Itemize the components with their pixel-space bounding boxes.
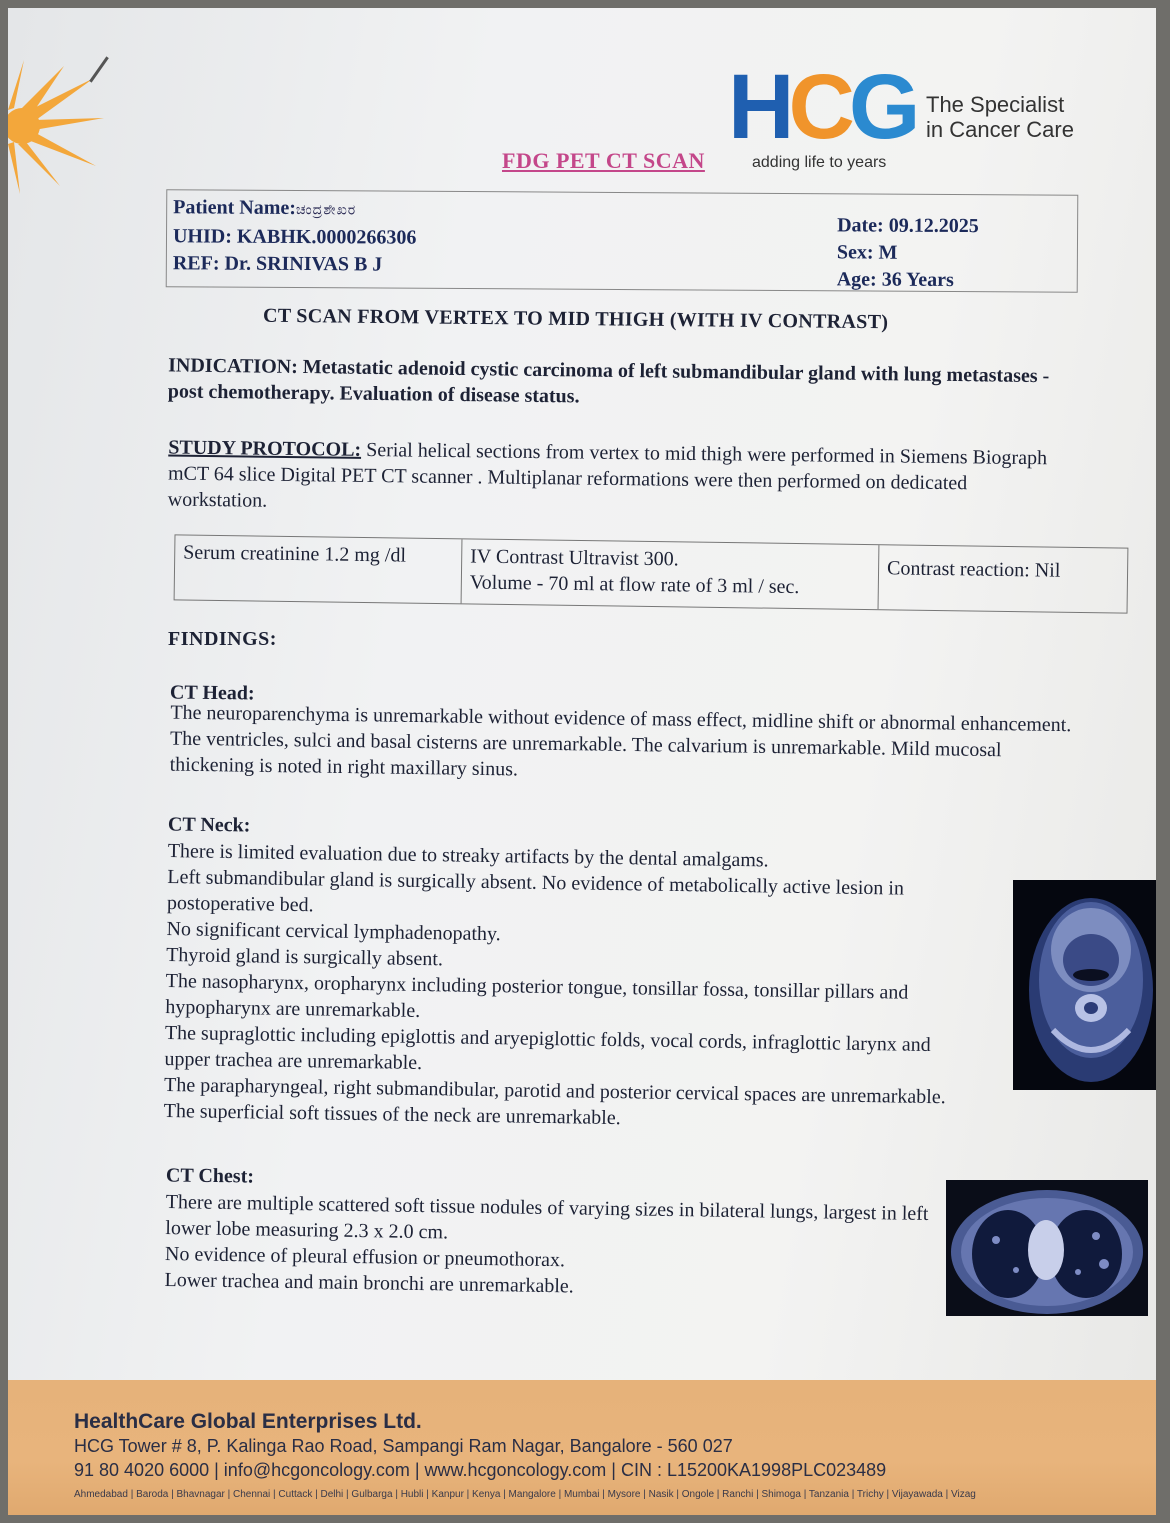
patient-name-row [173,194,417,224]
protocol-text: Serial helical sections from vertex to mid thigh were performed in Siemens Biograph mCT 64 slice Digital PET CT scanner . Multiplanar reformations were then performed on dedicated workstation. [167,438,1048,512]
contrast-volume: Volume - 70 ml at flow rate of 3 ml / sec. [469,571,800,599]
neck-finding: The superficial soft tissues of the neck are unremarkable. [163,1099,621,1130]
report-type-title: FDG PET CT SCAN [502,148,705,173]
referring-doctor: REF: Dr. SRINIVAS B J [172,252,383,276]
ct-neck-findings [164,838,1088,1138]
patient-age: Age: 36 Years [836,268,954,292]
chest-finding: There are multiple scattered soft tissue nodules of varying sizes in bilateral lungs, largest in left lower lobe measuring 2.3 x 2.0 cm. [165,1190,929,1244]
chest-finding: Lower trachea and main bronchi are unremarkable. [164,1268,574,1298]
chest-finding: No evidence of pleural effusion or pneumothorax. [164,1242,566,1272]
hcg-logo [728,56,915,158]
ct-neck-heading: CT Neck: [167,813,251,837]
protocol-label: STUDY PROTOCOL: [168,436,362,461]
report-page [8,8,1156,1515]
neck-finding: The supraglottic including epiglottis and aryepiglottic folds, vocal cords, infraglottic larynx and upper trachea are unremarkable. [164,1021,931,1075]
ct-chest-findings [164,1189,946,1305]
footer-band [8,1380,1156,1515]
contrast-agent-cell [462,539,880,609]
sun-logo-icon [8,48,128,198]
uhid: UHID: KABHK.0000266306 [172,225,417,249]
neck-ct-image [1013,880,1156,1090]
patient-name-value: ಚಂದ್ರಶೇಖರ [295,202,357,219]
neck-finding: No significant cervical lymphadenopathy. [166,917,501,946]
findings-heading: FINDINGS: [168,628,277,650]
contrast-reaction-cell: Contrast reaction: Nil [886,557,1061,582]
patient-details-left [173,194,417,278]
slogan: adding life to years [752,154,887,171]
logo-wordmark: H C G [728,56,915,158]
ct-head-text: The neuroparenchyma is unremarkable without evidence of mass effect, midline shift or abnormal enhancement. The ventricles, sulci and basal cisterns are unremarkable. The calvarium is unremarkable. Mild mucosal thickening is noted in right maxillary sinus. [169,701,1072,781]
ct-head-heading: CT Head: [169,681,255,705]
neck-finding: Thyroid gland is surgically absent. [165,943,444,971]
contrast-table [174,534,1129,613]
chest-ct-image [946,1180,1148,1316]
indication: INDICATION: Metastatic adenoid cystic carcinoma of left submandibular gland with lung metastases - post chemotherapy. Evaluation of disease status. [167,354,1050,408]
tagline-line-1: The Specialist [926,92,1065,117]
ct-chest-heading: CT Chest: [165,1164,255,1188]
patient-details-right [837,212,979,294]
patient-info-box [166,189,1079,293]
company-contact: 91 80 4020 6000 | info@hcgoncology.com | www.hcgoncology.com | CIN : L15200KA1998PLC023489 [74,1460,887,1480]
logo-tagline [926,92,1074,142]
neck-finding: There is limited evaluation due to streaky artifacts by the dental amalgams. [167,839,769,872]
report-date: Date: 09.12.2025 [837,214,979,238]
neck-finding: The parapharyngeal, right submandibular, parotid and posterior cervical spaces are unremarkable. [163,1073,946,1109]
study-protocol [168,435,1064,524]
creatinine-cell: Serum creatinine 1.2 mg /dl [175,535,463,603]
neck-finding: Left submandibular gland is surgically absent. No evidence of metabolically active lesion in postoperative bed. [166,865,905,917]
neck-finding: The nasopharynx, oropharynx including posterior tongue, tonsillar fossa, tonsillar pillars and hypopharynx are unremarkable. [165,969,909,1022]
study-title: CT SCAN FROM VERTEX TO MID THIGH (WITH IV CONTRAST) [262,304,889,334]
company-address: HCG Tower # 8, P. Kalinga Rao Road, Sampangi Ram Nagar, Bangalore - 560 027 [74,1436,733,1456]
patient-name-label: Patient Name: [173,196,296,220]
contrast-agent: IV Contrast Ultravist 300. [470,545,679,571]
branch-cities: Ahmedabad | Baroda | Bhavnagar | Chennai | Cuttack | Delhi | Gulbarga | Hubli | Kanpur | Kenya | Mangalore | Mumbai | Mysore | Nasik | Ongole | Ranchi | Shimoga | Tanzania | Trichy | Vijayawada | Vizag [74,1489,976,1500]
tagline-line-2: in Cancer Care [926,117,1074,142]
company-name: HealthCare Global Enterprises Ltd. [74,1410,422,1433]
patient-sex: Sex: M [836,241,898,264]
